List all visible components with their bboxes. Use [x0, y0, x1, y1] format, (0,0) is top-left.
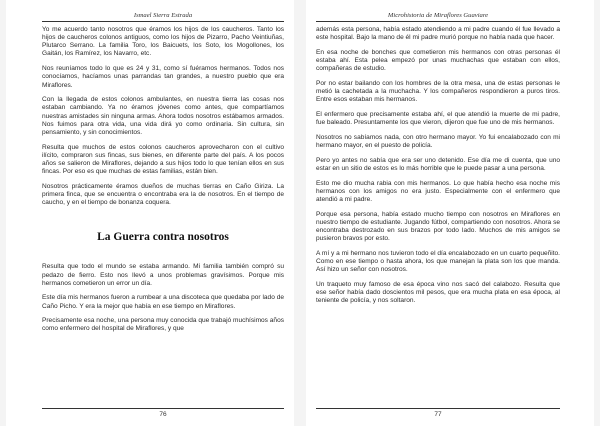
- right-page: [306, 0, 594, 426]
- paragraph: Nosotros no sabíamos nada, con otro hermano mayor. Yo fui encalabozado con mi hermano mayor, en el puesto de policía.: [316, 133, 560, 150]
- paragraph: Precisamente esa noche, una persona muy conocida que trabajó muchísimos años como enfermero del hospital de Miraflores, y que: [42, 317, 284, 333]
- paragraph: Con la llegada de estos colonos ambulantes, en nuestra tierra las cosas nos estaban cambiando. Ya no éramos jóvenes como antes, que compartíamos nuestras amistades sin ninguna armas. Ahora todos nosotros estábamos armados. Nos fuimos para otra vida, una vida dirá yo como ordinaria. Sin cultura, sin pensamiento, y sin conocimientos.: [42, 96, 284, 136]
- right-page-body: [316, 26, 560, 306]
- paragraph: además esta persona, había estado atendiendo a mi padre cuando él fue llevado a este hospital. Bajo la mano de él mi padre murió porque no había nada que hacer.: [316, 26, 560, 42]
- paragraph: A mí y a mi hermano nos tuvieron todo el día encalabozado en un cuarto pequeñito. Como en ese tiempo o hasta ahora, los que manejan la plata son los que manda. Así hizo un señor con nosotros.: [316, 250, 560, 274]
- paragraph: Nosotros prácticamente éramos dueños de muchas tierras en Caño Giriza. La primera finca, que se encuentra o encontraba era la de nosotros. En el tiempo de caucho, y en el tiempo de bonanza coquera.: [42, 182, 284, 207]
- paragraph: Este día mis hermanos fueron a rumbear a una discoteca que quedaba por lado de Caño Picho. Y era la mejor que había en ese tiempo en Miraflores.: [42, 294, 284, 310]
- left-page-header: Ismael Sierra Estrada: [42, 0, 284, 22]
- paragraph: Esto me dio mucha rabia con mis hermanos. Lo que había hecho esa noche mis hermanos con los amigos no era justo. Especialmente con el enfermero que atendió a mi padre.: [316, 179, 560, 204]
- paragraph: Nos reuníamos todo lo que es 24 y 31, como sí fuéramos hermanos. Todos nos conocíamos, hacíamos unas parrandas tan grandes, a nuestro pueblo que era Miraflores.: [42, 65, 284, 89]
- paragraph: Porque esa persona, había estado mucho tiempo con nosotros en Miraflores en nuestro tiempo de estudiante. Jugando fútbol, compartiendo con nosotros. Ahora se encontraba destrozado en sus brazos por todo lado. Muchos de mis amigos se pusieron bravos por esto.: [316, 210, 560, 243]
- paragraph: En esa noche de bonches que cometieron mis hermanos con otras personas él estaba ahí. Esta pelea empezó por unas muchachas que estaban con ellos, compañeras de estudio.: [316, 48, 560, 73]
- paragraph: Resulta que muchos de estos colonos caucheros aprovecharon con el cultivo ilícito, compraron sus fincas, sus bienes, en diferente parte del país. A los pocos años se salieron de Miraflores, dejando a sus hijos todo lo que tenían ellos en sus fincas. Por eso es que muchas de estas familias, están bien.: [42, 143, 284, 176]
- chapter-title: La Guerra contra nosotros: [97, 231, 229, 244]
- paragraph: Yo me acuerdo tanto nosotros que éramos los hijos de los caucheros. Tanto los hijos de caucheros colonos antiguos, como los hijos de Pizarro, Pacho Veintiuñas, Plutarco Serrano. La familia Toro, los Baicuets, los Soto, los Mogollones, los Gaitán, los Ramírez, los Navarro, etc.: [42, 26, 284, 58]
- left-page-number: 76: [42, 408, 284, 418]
- paragraph: Pero yo antes no sabía que era ser uno detenido. Ese día me di cuenta, que uno estar en un sitio de estos es lo más horrible que le puede pasar a una persona.: [316, 156, 560, 172]
- right-page-header: Microhistoria de Miraflores Guaviare: [316, 0, 560, 22]
- left-page-body: [42, 26, 284, 334]
- left-page: [6, 0, 294, 426]
- paragraph: El enfermero que precisamente estaba ahí, el que atendió la muerte de mi padre, fue baleado. Presuntamente los que vieron, dijeron que fue uno de mis hermanos.: [316, 111, 560, 127]
- right-page-number: 77: [316, 408, 560, 418]
- paragraph: Por no estar bailando con los hombres de la otra mesa, una de estas personas le metió la cachetada a la muchacha. Y los compañeros respondieron a puros tiros. Entre esos estaban mis hermanos.: [316, 79, 560, 104]
- paragraph: Resulta que todo el mundo se estaba armando. Mi familia también compró su pedazo de fierro. Esto nos llevó a unos problemas gravísimos. Porque mis hermanos cometieron un error un día.: [42, 263, 284, 287]
- paragraph: Un traqueto muy famoso de esa época vino nos sacó del calabozo. Resulta que ese señor había dado doscientos mil pesos, que era mucha plata en esa época, al teniente de policía, y nos soltaron.: [316, 281, 560, 305]
